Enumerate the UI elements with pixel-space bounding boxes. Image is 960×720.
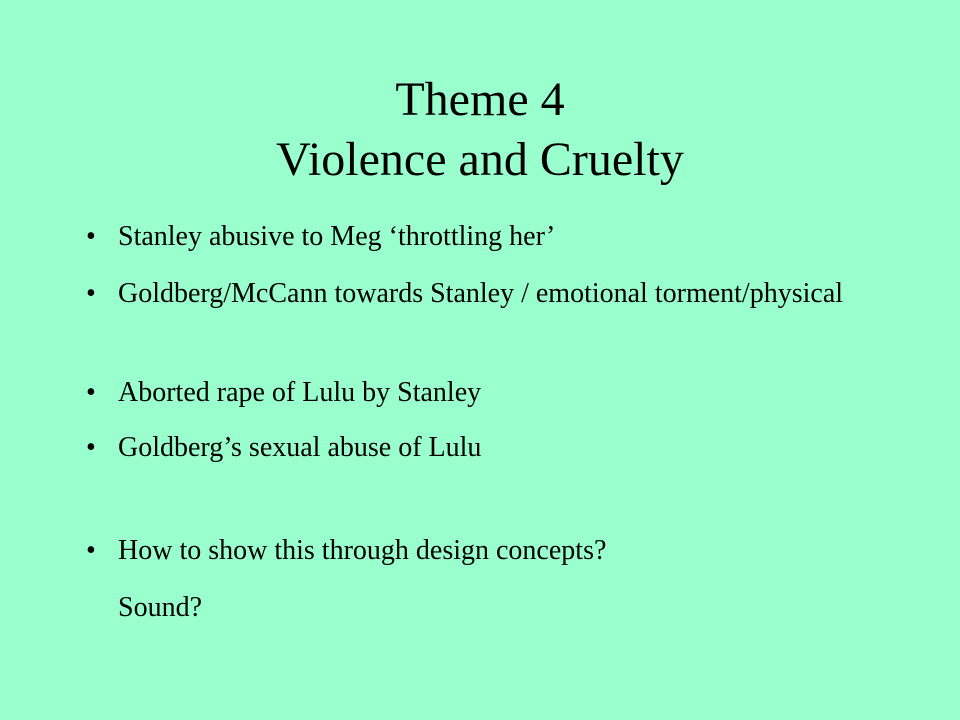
title-line-1: Theme 4 [395,73,565,126]
bullet-icon: • [86,278,96,309]
bullet-text-5: How to show this through design concepts? [118,535,607,566]
title-line-2: Violence and Cruelty [276,133,684,186]
bullet-item-2 [86,277,866,311]
bullet-item-5 [86,534,866,568]
bullet-text-4: Goldberg’s sexual abuse of Lulu [118,432,482,463]
bullet-item-1 [86,220,866,254]
bullet-item-3 [86,376,866,410]
bullet-icon: • [86,535,96,566]
bullet-icon: • [86,221,96,252]
followup-text: Sound? [118,592,202,623]
bullet-text-3: Aborted rape of Lulu by Stanley [118,377,482,408]
bullet-text-1: Stanley abusive to Meg ‘throttling her’ [118,221,556,252]
bullet-item-4 [86,431,866,465]
bullet-text-2: Goldberg/McCann towards Stanley / emotional torment/physical [118,278,844,309]
bullet-icon: • [86,377,96,408]
bullet-icon: • [86,432,96,463]
